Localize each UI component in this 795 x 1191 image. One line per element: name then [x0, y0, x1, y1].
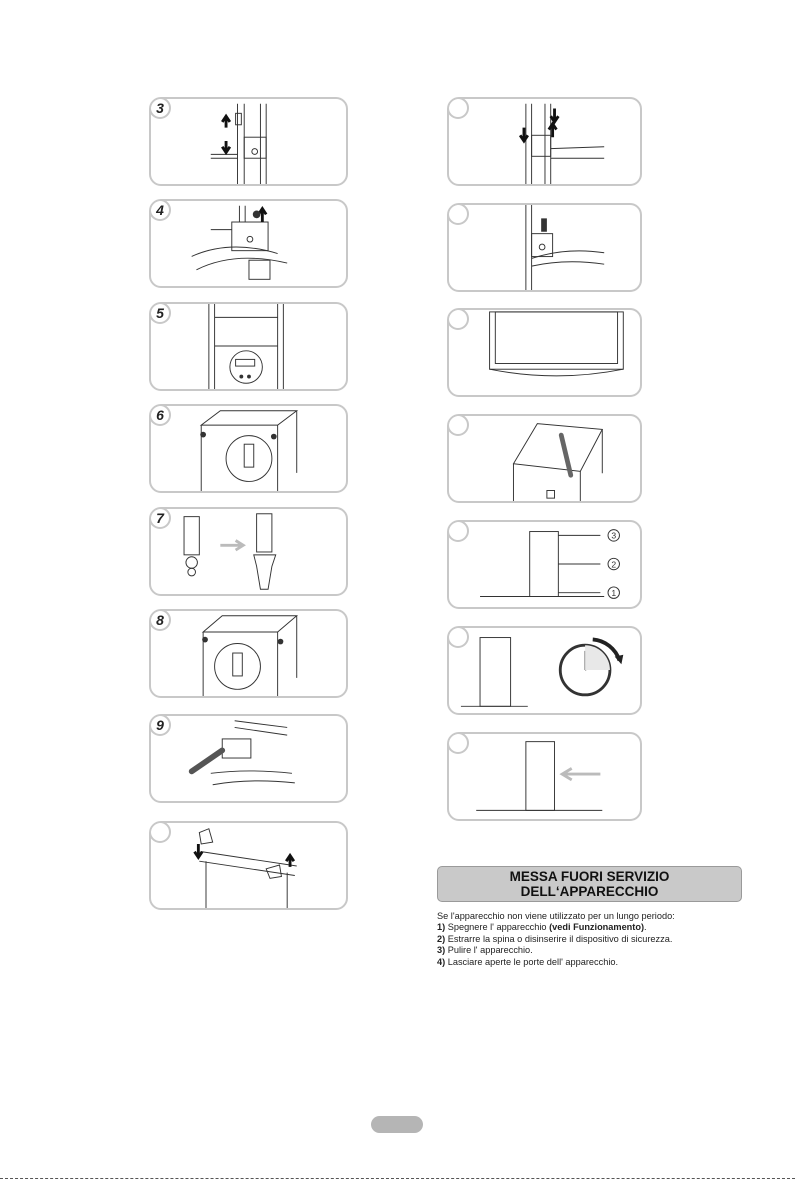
step-panel-7 — [149, 507, 348, 596]
hinge-illustration — [151, 201, 346, 286]
step-number: 3 — [149, 97, 171, 119]
fridge-level-illustration — [449, 522, 640, 607]
step-number: 5 — [149, 302, 171, 324]
wrench-illustration — [151, 509, 346, 594]
step-panel-right-2 — [447, 203, 642, 292]
step-panel-right-1 — [447, 97, 642, 186]
freezer-box-illustration — [449, 416, 640, 501]
step-number — [447, 414, 469, 436]
step-number: 6 — [149, 404, 171, 426]
step-number — [149, 821, 171, 843]
step-panel-right-6 — [447, 626, 642, 715]
instructions-list — [437, 911, 777, 968]
step-number — [447, 626, 469, 648]
arrow-left-icon — [562, 768, 600, 779]
level-label-2: 2 — [611, 559, 617, 570]
step-number — [447, 97, 469, 119]
trim-line — [0, 1178, 795, 1179]
page-number-badge — [371, 1116, 423, 1133]
step-panel-right-5 — [447, 520, 642, 609]
section-title-line2: DELL‘APPARECCHIO — [520, 884, 659, 899]
step-panel-6 — [149, 404, 348, 493]
level-label-3: 3 — [611, 530, 617, 541]
hinge-illustration — [151, 99, 346, 184]
step-number — [447, 732, 469, 754]
step-number — [447, 520, 469, 542]
freezer-top-illustration — [449, 310, 640, 395]
hinge-illustration — [449, 205, 640, 290]
step-panel-5 — [149, 302, 348, 391]
screwdriver-illustration — [151, 716, 346, 801]
step-panel-3 — [149, 97, 348, 186]
step-panel-right-4 — [447, 414, 642, 503]
step-panel-4 — [149, 199, 348, 288]
instruction-step-2: 2) Estrarre la spina o disinserire il dispositivo di sicurezza. — [437, 933, 673, 944]
cabinet-illustration — [151, 611, 346, 696]
step-number — [447, 308, 469, 330]
section-heading — [437, 866, 742, 902]
step-panel-8 — [149, 609, 348, 698]
door-cap-illustration — [151, 823, 346, 908]
instruction-step-4: 4) Lasciare aperte le porte dell' apparecchio. — [437, 956, 619, 967]
step-panel-9 — [149, 714, 348, 803]
instruction-step-1: 1) Spegnere l' apparecchio (vedi Funzionamento). — [437, 922, 647, 933]
step-panel-right-7 — [447, 732, 642, 821]
cabinet-illustration — [151, 304, 346, 389]
fridge-push-illustration — [449, 734, 640, 819]
step-number: 9 — [149, 714, 171, 736]
step-panel-10 — [149, 821, 348, 910]
step-number: 4 — [149, 199, 171, 221]
fridge-clock-illustration — [449, 628, 640, 713]
step-number — [447, 203, 469, 225]
level-label-1: 1 — [611, 588, 617, 599]
instruction-step-3: 3) Pulire l' apparecchio. — [437, 945, 533, 956]
step-number: 7 — [149, 507, 171, 529]
hinge-illustration — [449, 99, 640, 184]
cabinet-illustration — [151, 406, 346, 491]
section-title-line1: MESSA FUORI SERVIZIO — [509, 869, 670, 884]
step-number: 8 — [149, 609, 171, 631]
step-panel-right-3 — [447, 308, 642, 397]
instructions-intro: Se l'apparecchio non viene utilizzato per un lungo periodo: — [437, 911, 675, 921]
clock-icon — [585, 645, 610, 670]
